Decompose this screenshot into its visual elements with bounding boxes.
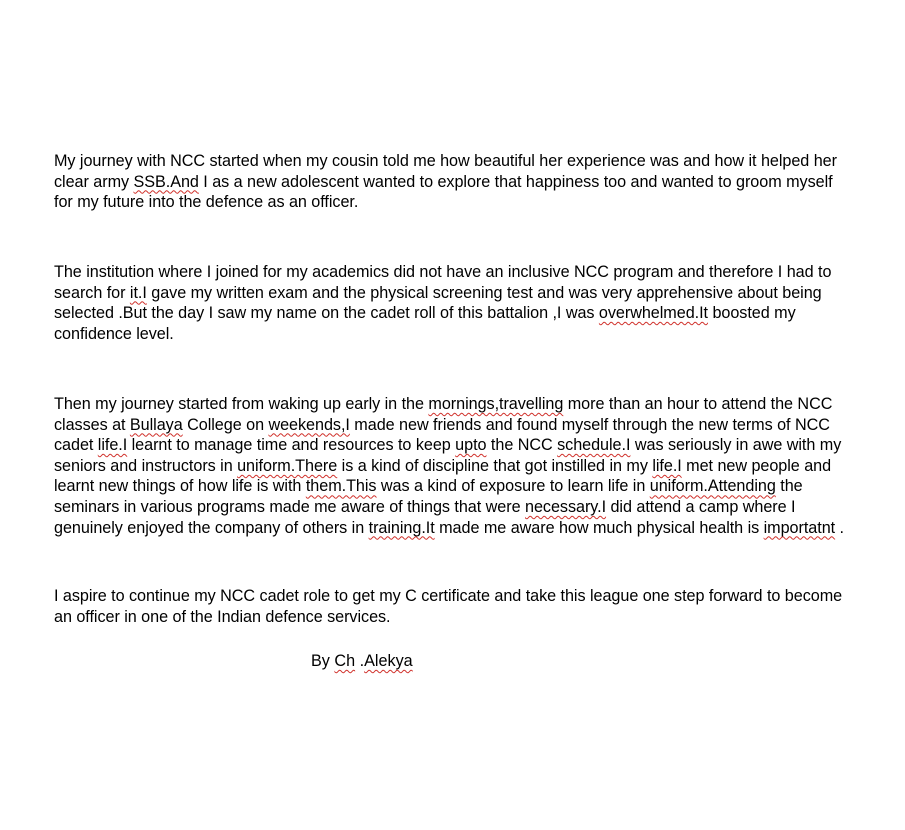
paragraph-line: My journey with NCC started when my cousin told me how beautiful her experience was and how it helped her — [54, 152, 837, 170]
spellcheck-flagged-word: importatnt — [763, 518, 836, 537]
paragraph-line: selected .But the day I saw my name on the cadet roll of this battalion ,I was overwhelmed.It boosted my — [54, 304, 796, 323]
paragraph-line: I aspire to continue my NCC cadet role to get my C certificate and take this league one step forward to become — [54, 587, 843, 605]
paragraph-line: clear army SSB.And I as a new adolescent wanted to explore that happiness too and wanted to groom myself — [54, 172, 833, 191]
paragraph-line: learnt new things of how life is with them.This was a kind of exposure to learn life in uniform.Attending the — [54, 477, 803, 496]
paragraph-line: Then my journey started from waking up early in the mornings,travelling more than an hour to attend the NCC — [54, 395, 833, 413]
spellcheck-flagged-word: Bullaya — [129, 415, 183, 434]
paragraph-1 — [54, 151, 874, 213]
spellcheck-flagged-word: upto — [455, 436, 487, 455]
spellcheck-flagged-word: overwhelmed.It — [598, 304, 708, 323]
byline-prefix: By — [311, 652, 335, 670]
paragraph-line: classes at Bullaya College on weekends,I made new friends and found myself through the new terms of NCC — [54, 415, 830, 434]
spellcheck-flagged-word: necessary.I — [525, 497, 607, 516]
paragraph-3 — [54, 394, 874, 538]
paragraph-line: confidence level. — [54, 324, 174, 343]
author-name-part: Ch — [334, 652, 356, 670]
author-name-part: Alekya — [364, 652, 413, 670]
spellcheck-flagged-word: weekends,I — [268, 415, 350, 434]
paragraph-4 — [54, 586, 874, 627]
paragraph-line: The institution where I joined for my academics did not have an inclusive NCC program and therefore I had to — [54, 263, 832, 281]
paragraph-2 — [54, 262, 874, 344]
spellcheck-flagged-word: training.It — [368, 518, 435, 537]
paragraph-line: an officer in one of the Indian defence services. — [54, 607, 391, 626]
spellcheck-flagged-word: life.I — [97, 436, 128, 455]
spellcheck-flagged-word: life.I — [652, 456, 682, 475]
paragraph-line: search for it.I gave my written exam and the physical screening test and was very apprehensive about being — [54, 283, 822, 302]
paragraph-line: cadet life.I learnt to manage time and resources to keep upto the NCC schedule.I was seriously in awe with my — [54, 436, 842, 455]
spellcheck-flagged-word: schedule.I — [557, 436, 631, 455]
spellcheck-flagged-word: them.This — [305, 477, 377, 496]
paragraph-line: seminars in various programs made me aware of things that were necessary.I did attend a camp where I — [54, 497, 796, 516]
spellcheck-flagged-word: uniform.There — [237, 456, 338, 475]
spellcheck-flagged-word: mornings,travelling — [428, 395, 564, 413]
paragraph-line: seniors and instructors in uniform.There is a kind of discipline that got instilled in my life.I met new people and — [54, 456, 832, 475]
spellcheck-flagged-word: SSB.And — [133, 172, 199, 191]
spellcheck-flagged-word: it.I — [129, 283, 147, 302]
paragraph-line: genuinely enjoyed the company of others in training.It made me aware how much physical health is importatnt . — [54, 518, 845, 537]
paragraph-line: for my future into the defence as an officer. — [54, 193, 359, 212]
spellcheck-flagged-word: uniform.Attending — [649, 477, 776, 496]
author-byline — [311, 651, 413, 672]
author-name-part: . — [355, 652, 365, 670]
